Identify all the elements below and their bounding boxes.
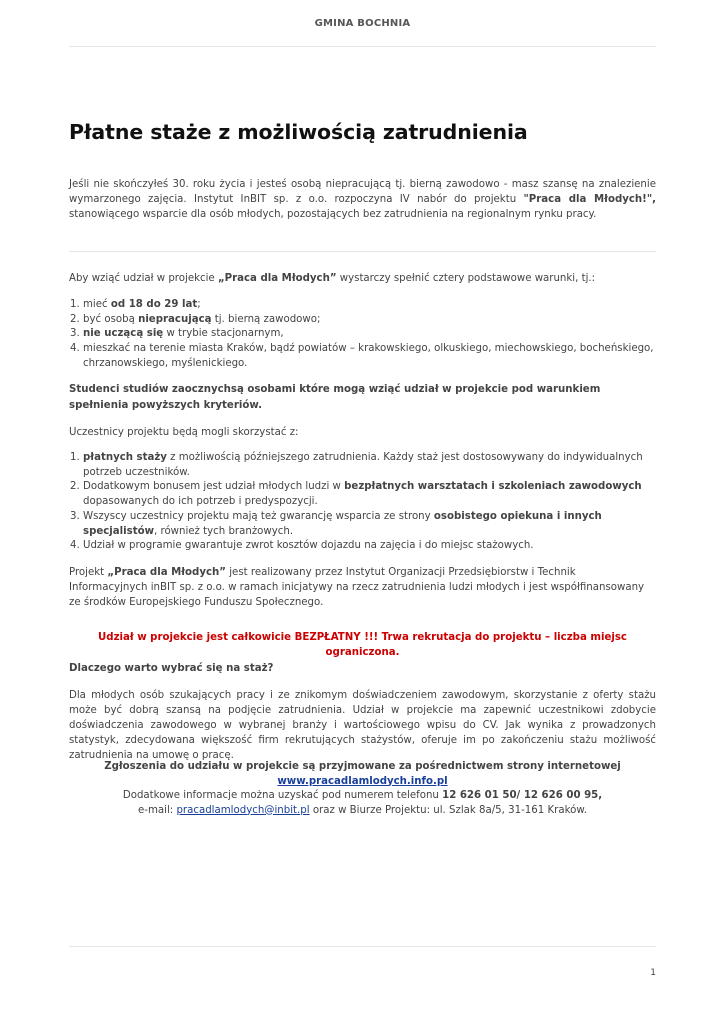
condition-item <box>83 298 658 313</box>
benefit-item <box>83 510 658 539</box>
website-link[interactable]: www.pracadlamlodych.info.pl <box>277 775 448 787</box>
condition-text-end: tj. bierną zawodowo; <box>211 313 321 325</box>
page-title: Płatne staże z możliwością zatrudnienia <box>69 120 528 144</box>
condition-item <box>83 342 658 371</box>
why-paragraph: Dla młodych osób szukających pracy i ze znikomym doświadczeniem zawodowym, skorzystanie z oferty stażu może być dobrą szansą na podjęcie zatrudnienia. Udział w projekcie ma zapewnić uczestnikowi zdobycie doświadczenia zawodowego w wybranej branży i wartościowego wpisu do CV. Jak wynika z prowadzonych statystyk, zdecydowana większość firm rekrutujących stażystów, oferuje im po zakończeniu stażu możliwość zatrudnienia na umowę o pracę. <box>69 690 656 761</box>
project-paragraph <box>69 565 656 610</box>
header-divider <box>69 46 656 47</box>
application-info <box>69 760 656 818</box>
benefit-item <box>83 480 658 509</box>
condition-text: mieszkać na terenie miasta Kraków, bądź powiatów – krakowskiego, olkuskiego, miechowskiego, bocheńskiego, chrzanowskiego, myślenickiego. <box>83 343 654 369</box>
condition-bold: od 18 do 29 lat <box>110 299 198 310</box>
benefits-intro: Uczestnicy projektu będą mogli skorzystać z: <box>69 427 299 438</box>
document-header: GMINA BOCHNIA <box>314 18 411 29</box>
condition-text-end: ; <box>197 299 201 310</box>
intro-text: Jeśli nie skończyłeś 30. roku życia i jesteś osobą niepracującą tj. bierną zawodowo - masz szansę na znalezienie wymarzonego zajęcia. Instytut InBIT sp. z o.o. rozpoczyna IV nabór do projektu <box>69 179 656 205</box>
benefit-bold: osobistego opiekuna i innych specjalistów <box>83 510 602 537</box>
conditions-list <box>69 298 658 372</box>
benefit-text-end: dopasowanych do ich potrzeb i predyspozycji. <box>83 496 318 508</box>
benefit-text-end: , również tych branżowych. <box>154 525 294 537</box>
project-text: Projekt <box>69 567 108 578</box>
page-number: 1 <box>650 968 656 978</box>
students-note: Studenci studiów zaocznychsą osobami które mogą wziąć udział w projekcie pod warunkiem spełnienia powyższych kryteriów. <box>69 384 601 411</box>
benefit-text: Dodatkowym bonusem jest udział młodych ludzi w <box>83 481 345 493</box>
benefit-item <box>83 539 658 554</box>
section-divider <box>69 251 656 252</box>
benefit-text-end: z możliwością późniejszego zatrudnienia. Każdy staż jest dostosowywany do indywidualnych potrzeb uczestników. <box>83 452 643 478</box>
intro-project-name: "Praca dla Młodych!", <box>523 194 656 205</box>
free-participation-notice: Udział w projekcie jest całkowicie BEZPŁATNY !!! Trwa rekrutacja do projektu – liczba miejsc ograniczona. <box>98 632 627 659</box>
conditions-intro-end: wystarczy spełnić cztery podstawowe warunki, tj.: <box>336 273 596 284</box>
benefit-bold: bezpłatnych warsztatach i szkoleniach zawodowych <box>344 481 642 493</box>
condition-item <box>83 327 658 342</box>
application-line: Zgłoszenia do udziału w projekcie są przyjmowane za pośrednictwem strony internetowej <box>104 761 621 772</box>
benefit-text: Udział w programie gwarantuje zwrot kosztów dojazdu na zajęcia i do miejsc stażowych. <box>83 540 534 552</box>
condition-text-end: w trybie stacjonarnym, <box>163 328 284 340</box>
project-name: „Praca dla Młodych” <box>107 567 226 578</box>
benefit-bold: płatnych staży <box>83 452 167 463</box>
conditions-intro-text: Aby wziąć udział w projekcie <box>69 273 218 284</box>
conditions-intro <box>69 271 656 286</box>
condition-item <box>83 313 658 328</box>
email-line <box>69 804 656 819</box>
conditions-project-name: „Praca dla Młodych” <box>217 273 337 284</box>
phone-numbers: 12 626 01 50/ 12 626 00 95, <box>442 790 603 801</box>
office-address: oraz w Biurze Projektu: ul. Szlak 8a/5, 31-161 Kraków. <box>309 804 587 816</box>
condition-bold: nie uczącą się <box>83 328 164 340</box>
condition-bold: niepracującą <box>138 313 212 325</box>
phone-line <box>69 789 656 804</box>
email-link[interactable]: pracadlamlodych@inbit.pl <box>176 804 310 816</box>
benefit-item <box>83 451 658 480</box>
project-text-end: jest realizowany przez Instytut Organizacji Przedsiębiorstw i Technik Informacyjnych inBIT sp. z o.o. w ramach inicjatywy na rzecz zatrudnienia ludzi młodych i jest współfinansowany ze środków Europejskiego Funduszu Społecznego. <box>69 567 645 608</box>
intro-paragraph <box>69 177 656 222</box>
benefits-list <box>69 451 658 554</box>
condition-text: być osobą <box>83 313 139 325</box>
intro-text-end: stanowiącego wsparcie dla osób młodych, pozostających bez zatrudnienia na regionalnym rynku pracy. <box>69 209 597 220</box>
phone-prefix: Dodatkowe informacje można uzyskać pod numerem telefonu <box>122 790 443 801</box>
email-prefix: e-mail: <box>138 804 177 816</box>
condition-text: mieć <box>83 299 111 310</box>
footer-divider <box>69 946 656 947</box>
why-heading: Dlaczego warto wybrać się na staż? <box>69 663 274 674</box>
benefit-text: Wszyscy uczestnicy projektu mają też gwarancję wsparcia ze strony <box>83 510 434 522</box>
